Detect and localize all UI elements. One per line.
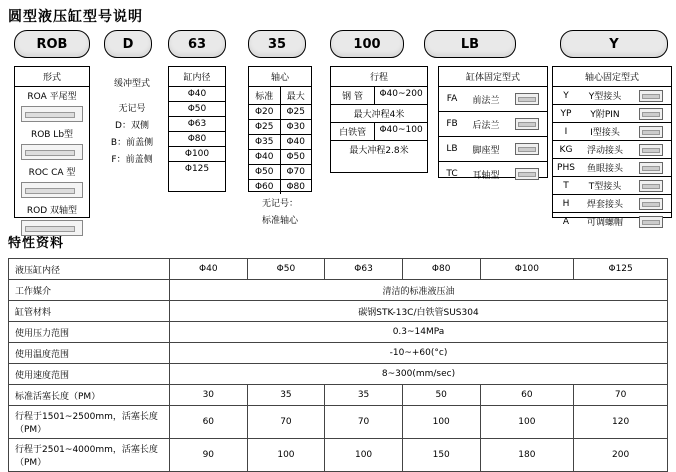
mount-code-tc: TC (446, 169, 458, 179)
rod-t-joint-icon (634, 180, 668, 192)
code-pill-3: 35 (248, 30, 306, 58)
spec-cell: 90 (170, 439, 248, 472)
column-shaft-row (249, 150, 311, 165)
column-bore-item-5: Φ125 (184, 164, 210, 174)
code-pill-4: 100 (330, 30, 404, 58)
mount-row-fb (439, 112, 547, 137)
spec-head-value-3: Φ80 (402, 259, 480, 280)
code-pill-6: Y (560, 30, 668, 58)
rod-y-clevis-icon (634, 90, 668, 102)
mount-text-tc: 耳轴型 (472, 170, 500, 181)
rod-code-yp: YP (560, 108, 572, 119)
shaft-max-2: Φ40 (286, 137, 306, 147)
column-buffer-item-1: D：双侧 (115, 121, 149, 131)
rod-row-t (553, 177, 671, 195)
column-form-header: 形式 (15, 67, 89, 87)
page-title: 圆型液压缸型号说明 (8, 9, 143, 25)
column-rod-end-header: 轴心固定型式 (553, 67, 671, 87)
table-row (9, 322, 668, 343)
column-stroke-row (331, 87, 427, 105)
code-pill-0: ROB (14, 30, 90, 58)
mount-row-fa (439, 87, 547, 112)
rod-text-y: Y型接头 (588, 92, 622, 102)
column-shaft-subheader (249, 87, 311, 105)
spec-cell: 35 (247, 385, 325, 406)
spec-cell: 50 (402, 385, 480, 406)
column-shaft (248, 66, 312, 192)
spec-row-label: 使用温度范围 (9, 343, 170, 364)
rod-code-a: A (562, 216, 570, 227)
spec-row-label: 标准活塞长度（PM） (9, 385, 170, 406)
mount-flange-rear-icon (510, 118, 544, 130)
shaft-note-line-1: 标准轴心 (261, 216, 298, 226)
spec-row-label: 行程于2501~4000mm，活塞长度（PM） (9, 439, 170, 472)
rod-rod-eye-icon (634, 162, 668, 174)
column-form-item-2: ROC CA 型 (28, 168, 76, 178)
shaft-std-1: Φ25 (249, 120, 281, 134)
table-row (9, 406, 668, 439)
spec-cell: 70 (325, 406, 403, 439)
cylinder-diagram-icon (21, 182, 83, 198)
spec-head-label: 液压缸内径 (9, 259, 170, 280)
column-bore-item-3: Φ80 (169, 132, 225, 147)
column-buffer-item-0: 无记号 (118, 104, 146, 114)
spec-head-value-1: Φ50 (247, 259, 325, 280)
column-bore-item-2: Φ63 (169, 117, 225, 132)
column-bore (168, 66, 226, 192)
shaft-max-1: Φ30 (286, 122, 306, 132)
mount-flange-front-icon (510, 93, 544, 105)
spec-head-value-2: Φ63 (325, 259, 403, 280)
stroke-steel-label: 钢 管 (331, 87, 375, 104)
column-shaft-row (249, 165, 311, 180)
column-stroke (330, 66, 428, 173)
shaft-max-3: Φ50 (286, 152, 306, 162)
column-form (14, 66, 90, 218)
shaft-max-0: Φ25 (286, 107, 306, 117)
spec-row-span: 0.3~14MPa (170, 322, 668, 343)
spec-row-label: 使用速度范围 (9, 364, 170, 385)
spec-row-label: 行程于1501~2500mm，活塞长度（PM） (9, 406, 170, 439)
table-row (9, 301, 668, 322)
column-shaft-row (249, 135, 311, 150)
shaft-std-4: Φ50 (249, 165, 281, 179)
code-pill-row (0, 30, 676, 58)
stroke-steel-max: 最大冲程4米 (331, 105, 427, 123)
spec-head-value-0: Φ40 (170, 259, 248, 280)
spec-cell: 100 (480, 406, 574, 439)
column-shaft-header: 轴心 (249, 67, 311, 87)
mount-row-tc (439, 162, 547, 186)
mount-row-lb (439, 137, 547, 162)
rod-i-joint-icon (634, 126, 668, 138)
rod-code-h: H (562, 198, 570, 209)
rod-text-yp: Y附PIN (590, 110, 620, 120)
spec-row-span: -10~+60(°c) (170, 343, 668, 364)
cylinder-diagram-icon (21, 220, 83, 236)
shaft-std-5: Φ60 (249, 180, 281, 194)
shaft-std-0: Φ20 (249, 105, 281, 119)
rod-code-i: I (564, 126, 568, 137)
spec-head-value-5: Φ125 (574, 259, 668, 280)
spec-cell: 120 (574, 406, 668, 439)
shaft-max-4: Φ70 (286, 167, 306, 177)
spec-row-label: 使用压力范围 (9, 322, 170, 343)
spec-cell: 70 (247, 406, 325, 439)
rod-row-y (553, 87, 671, 105)
mount-text-fa: 前法兰 (472, 95, 500, 106)
rod-y-pin-icon (634, 108, 668, 120)
table-row (9, 280, 668, 301)
column-bore-item-0: Φ40 (169, 87, 225, 102)
shaft-std-3: Φ40 (249, 150, 281, 164)
rod-code-y: Y (563, 90, 569, 101)
rod-text-a: 可调螺帽 (586, 218, 623, 228)
column-bore-item-1: Φ50 (169, 102, 225, 117)
mount-code-lb: LB (446, 144, 458, 154)
rod-text-phs: 鱼眼接头 (586, 164, 623, 174)
column-rod-end (552, 66, 672, 228)
rod-row-yp (553, 105, 671, 123)
spec-cell: 100 (325, 439, 403, 472)
column-form-item-0: ROA 平尾型 (27, 92, 77, 102)
rod-code-phs: PHS (557, 162, 575, 173)
rod-code-kg: KG (559, 144, 573, 155)
stroke-galv-label: 白铁管 (331, 123, 375, 140)
stroke-galv-range: Φ40~100 (379, 125, 423, 135)
rod-adjust-nut-icon (634, 216, 668, 228)
mount-foot-icon (510, 143, 544, 155)
spec-cell: 100 (247, 439, 325, 472)
code-pill-5: LB (424, 30, 516, 58)
column-buffer-item-2: B：前盖侧 (110, 138, 154, 148)
rod-row-h (553, 195, 671, 213)
spec-cell: 100 (402, 406, 480, 439)
rod-row-kg (553, 141, 671, 159)
mount-text-lb: 脚座型 (472, 145, 500, 156)
column-form-item-3: ROD 双轴型 (26, 206, 78, 216)
cylinder-diagram-icon (21, 144, 83, 160)
section-title-specs: 特性资料 (8, 236, 65, 251)
stroke-steel-range: Φ40~200 (379, 89, 423, 99)
column-buffer (104, 74, 160, 165)
column-shaft-row (249, 105, 311, 120)
column-shaft-sub-max: 最大 (286, 92, 305, 102)
mount-code-fb: FB (446, 119, 458, 129)
column-shaft-row (249, 180, 311, 194)
table-row (9, 343, 668, 364)
spec-cell: 60 (170, 406, 248, 439)
spec-head-value-4: Φ100 (480, 259, 574, 280)
column-shaft-row (249, 120, 311, 135)
column-buffer-header: 缓冲型式 (113, 79, 150, 89)
rod-text-kg: 浮动接头 (586, 146, 623, 156)
table-row (9, 385, 668, 406)
column-mount (438, 66, 548, 181)
code-pill-1: D (104, 30, 152, 58)
rod-row-a (553, 213, 671, 230)
spec-cell: 200 (574, 439, 668, 472)
spec-row-label: 缸管材料 (9, 301, 170, 322)
spec-row-span: 清洁的标准液压油 (170, 280, 668, 301)
column-bore-header: 缸内径 (169, 67, 225, 87)
spec-cell: 35 (325, 385, 403, 406)
table-row (9, 364, 668, 385)
spec-cell: 150 (402, 439, 480, 472)
column-buffer-item-3: F：前盖侧 (111, 155, 153, 165)
mount-trunnion-icon (510, 168, 544, 180)
table-row-header (9, 259, 668, 280)
spec-table (8, 258, 668, 472)
column-shaft-sub-standard: 标准 (249, 87, 281, 104)
cylinder-diagram-icon (21, 106, 83, 122)
spec-row-label: 工作媒介 (9, 280, 170, 301)
rod-floating-joint-icon (634, 144, 668, 156)
rod-row-phs (553, 159, 671, 177)
rod-row-i (553, 123, 671, 141)
shaft-std-2: Φ35 (249, 135, 281, 149)
spec-cell: 180 (480, 439, 574, 472)
stroke-galv-max: 最大冲程2.8米 (349, 146, 409, 156)
spec-cell: 60 (480, 385, 574, 406)
shaft-note-line-0: 无记号： (261, 199, 298, 209)
rod-code-t: T (563, 180, 569, 191)
column-mount-header: 缸体固定型式 (439, 67, 547, 87)
column-stroke-row (331, 123, 427, 141)
code-pill-2: 63 (168, 30, 226, 58)
column-form-item-1: ROB Lb型 (30, 130, 74, 140)
mount-code-fa: FA (446, 94, 458, 104)
table-row (9, 439, 668, 472)
spec-cell: 70 (574, 385, 668, 406)
mount-text-fb: 后法兰 (472, 120, 500, 131)
column-shaft-note (250, 194, 310, 228)
rod-text-t: T型接头 (588, 182, 622, 192)
rod-text-h: 焊套接头 (586, 200, 623, 210)
shaft-max-5: Φ80 (286, 182, 306, 192)
column-bore-item-4: Φ100 (169, 147, 225, 162)
spec-cell: 30 (170, 385, 248, 406)
column-stroke-header: 行程 (331, 67, 427, 87)
spec-row-span: 碳钢STK-13C/白铁管SUS304 (170, 301, 668, 322)
rod-weld-socket-icon (634, 198, 668, 210)
spec-row-span: 8~300(mm/sec) (170, 364, 668, 385)
rod-text-i: I型接头 (590, 128, 620, 138)
